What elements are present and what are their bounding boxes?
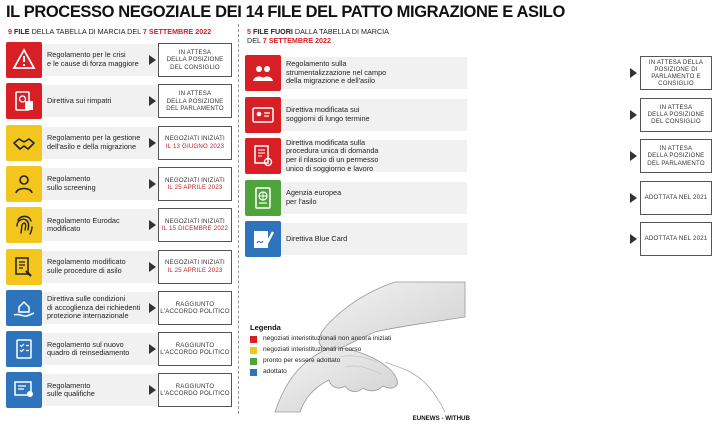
file-label-line: strumentalizzazione nel campo xyxy=(286,67,387,77)
arrow-right-icon xyxy=(149,303,156,313)
status-date: IL 25 APRILE 2023 xyxy=(167,183,223,191)
status-box xyxy=(158,43,232,77)
file-row xyxy=(6,249,232,285)
status-line: DEL PARLAMENTO xyxy=(647,159,705,167)
status-line: RAGGIUNTO xyxy=(175,300,215,308)
file-label xyxy=(47,85,111,117)
status-line: DELLA POSIZIONE xyxy=(647,110,705,118)
file-label xyxy=(286,223,347,255)
legend-swatch xyxy=(250,347,257,354)
arrow-right-icon xyxy=(149,262,156,272)
arrow-right-icon xyxy=(149,55,156,65)
file-label-line: Agenzia europea xyxy=(286,187,342,197)
file-label-line: Regolamento per le crisi xyxy=(47,50,126,60)
file-label-line: modificato xyxy=(47,224,81,234)
screening-icon xyxy=(6,166,42,202)
status-line: DELLA POSIZIONE xyxy=(166,56,224,64)
file-label-line: sulle procedure di asilo xyxy=(47,265,122,275)
file-label xyxy=(47,292,140,324)
file-label-line: protezione internazionale xyxy=(47,311,129,321)
file-label xyxy=(286,182,341,214)
file-label-line: di accoglienza dei richiedenti xyxy=(47,302,141,312)
legend-label: adottato xyxy=(263,368,287,375)
page-title: IL PROCESSO NEGOZIALE DEI 14 FILE DEL PATTO MIGRAZIONE E ASILO xyxy=(6,3,565,21)
arrow-right-icon xyxy=(630,151,637,161)
legend-items xyxy=(250,335,400,376)
status-line: NEGOZIATI INIZIATI xyxy=(165,176,225,184)
file-row xyxy=(6,166,232,202)
handshake-icon xyxy=(6,125,42,161)
status-date: IL 25 APRILE 2023 xyxy=(167,266,223,274)
file-label-line: Direttiva Blue Card xyxy=(286,233,348,243)
status-line: PARLAMENTO E CONSIGLIO xyxy=(651,73,701,88)
file-row xyxy=(245,97,705,133)
legend-swatch xyxy=(250,369,257,376)
file-label-line: per il rilascio di un permesso xyxy=(286,155,379,164)
right-header-bold: FILE FUORI xyxy=(253,27,293,36)
file-label xyxy=(286,99,370,131)
file-label-line: per l'asilo xyxy=(286,196,317,206)
file-label-line: Regolamento Eurodac xyxy=(47,215,120,225)
legend-item xyxy=(250,368,400,376)
file-label xyxy=(47,127,140,159)
file-label-line: Direttiva sulle condizioni xyxy=(47,293,126,303)
status-box xyxy=(640,139,712,173)
file-row xyxy=(6,125,232,161)
file-label-line: soggiorni di lungo termine xyxy=(286,113,370,123)
legend-label: negoziati interistituzionali in corso xyxy=(263,346,362,353)
status-line: IN ATTESA xyxy=(659,145,693,153)
status-box xyxy=(158,208,232,242)
status-box xyxy=(158,332,232,366)
arrow-right-icon xyxy=(149,220,156,230)
status-box xyxy=(158,126,232,160)
credit: EUNEWS - WITHUB xyxy=(412,415,470,422)
left-header-bold: FILE xyxy=(14,27,30,36)
file-label-line: Regolamento sulla xyxy=(286,59,347,69)
status-line: DEL PARLAMENTO xyxy=(166,104,224,112)
file-label-line: Regolamento per la gestione xyxy=(47,133,141,142)
file-label-line: Regolamento xyxy=(47,174,91,184)
file-label-line: sullo screening xyxy=(47,182,96,192)
file-label xyxy=(47,374,95,406)
file-label xyxy=(286,57,386,89)
file-label-line: unico di soggiorno e lavoro xyxy=(286,163,374,173)
passport-globe-icon xyxy=(245,180,281,216)
status-line: DEL CONSIGLIO xyxy=(651,118,701,126)
file-row xyxy=(6,207,232,243)
status-line: ADOTTATA NEL 2021 xyxy=(644,235,708,243)
status-line: L'ACCORDO POLITICO xyxy=(160,390,230,398)
file-label xyxy=(47,333,129,365)
legend-label: pronto per essere adottato xyxy=(263,357,341,364)
legend-item xyxy=(250,346,400,354)
legend-title: Legenda xyxy=(250,323,281,332)
status-line: RAGGIUNTO xyxy=(175,341,215,349)
status-date: IL 15 DICEMBRE 2022 xyxy=(161,225,229,233)
file-row xyxy=(6,372,232,408)
status-line: NEGOZIATI INIZIATI xyxy=(165,135,225,143)
file-row xyxy=(6,42,232,78)
people-icon xyxy=(245,55,281,91)
legend-swatch xyxy=(250,358,257,365)
right-column-header xyxy=(247,27,389,45)
legend-item xyxy=(250,335,400,343)
file-label-line: sulle qualifiche xyxy=(47,389,95,399)
status-line: DELLA POSIZIONE xyxy=(166,97,224,105)
left-column-header xyxy=(8,27,211,36)
file-label-line: e le cause di forza maggiore xyxy=(47,59,139,68)
file-row xyxy=(245,137,705,174)
left-header-text: DELLA TABELLA DI MARCIA DEL xyxy=(29,27,143,36)
left-header-date: 7 SETTEMBRE 2022 xyxy=(142,27,212,36)
hand-house-icon xyxy=(6,290,42,326)
status-line: L'ACCORDO POLITICO xyxy=(160,349,230,357)
arrow-right-icon xyxy=(630,68,637,78)
file-row xyxy=(6,290,232,326)
right-header-line2: DEL xyxy=(247,36,263,45)
file-label-line: Direttiva sui rimpatri xyxy=(47,96,112,105)
status-line: DELLA POSIZIONE xyxy=(647,152,705,160)
arrow-right-icon xyxy=(149,344,156,354)
file-label-line: Regolamento sul nuovo xyxy=(47,339,124,349)
signature-icon xyxy=(245,221,281,257)
file-label xyxy=(47,251,126,283)
status-line: IN ATTESA DELLA POSIZIONE DI xyxy=(648,58,704,73)
status-box xyxy=(640,222,712,256)
status-line: IN ATTESA xyxy=(659,103,693,111)
arrow-right-icon xyxy=(630,193,637,203)
legend-label: negoziati interistituzionali non ancora iniziati xyxy=(263,335,392,342)
legend-swatch xyxy=(250,336,257,343)
passport-icon xyxy=(6,83,42,119)
crisis-icon xyxy=(6,42,42,78)
file-row xyxy=(245,55,704,91)
arrow-right-icon xyxy=(149,96,156,106)
arrow-right-icon xyxy=(149,138,156,148)
arrow-right-icon xyxy=(149,385,156,395)
file-label xyxy=(286,137,379,173)
status-line: ADOTTATA NEL 2021 xyxy=(644,193,708,201)
file-row xyxy=(6,83,232,119)
right-header-count: 5 xyxy=(247,27,251,36)
certificate-icon xyxy=(6,372,42,408)
status-line: DEL CONSIGLIO xyxy=(170,63,220,71)
right-header-date: 7 SETTEMBRE 2022 xyxy=(262,36,332,45)
status-box xyxy=(640,98,712,132)
column-divider xyxy=(238,24,239,414)
fingerprint-icon xyxy=(6,207,42,243)
status-box xyxy=(158,291,232,325)
arrow-right-icon xyxy=(149,179,156,189)
arrow-right-icon xyxy=(630,110,637,120)
file-label xyxy=(47,168,96,200)
file-row xyxy=(6,331,232,367)
status-box xyxy=(640,56,712,90)
status-box xyxy=(158,167,232,201)
left-header-count: 9 xyxy=(8,27,12,36)
file-label-line: quadro di reinsediamento xyxy=(47,348,130,358)
file-label-line: Direttiva modificata sulla xyxy=(286,137,366,147)
legend-item xyxy=(250,357,400,365)
checklist-icon xyxy=(6,331,42,367)
status-line: NEGOZIATI INIZIATI xyxy=(165,259,225,267)
file-label-line: dell'asilo e della migrazione xyxy=(47,141,137,151)
status-line: NEGOZIATI INIZIATI xyxy=(165,217,225,225)
file-label-line: procedura unica di domanda xyxy=(286,146,379,156)
status-line: IN ATTESA xyxy=(178,49,212,57)
procedure-icon xyxy=(6,249,42,285)
file-label-line: Regolamento modificato xyxy=(47,256,126,266)
status-line: L'ACCORDO POLITICO xyxy=(160,307,230,315)
status-box xyxy=(158,373,232,407)
file-label xyxy=(47,209,120,241)
file-label-line: Direttiva modificata sui xyxy=(286,104,360,114)
status-line: RAGGIUNTO xyxy=(175,383,215,391)
status-line: IN ATTESA xyxy=(178,90,212,98)
file-row xyxy=(245,221,708,257)
status-box xyxy=(158,84,232,118)
arrow-right-icon xyxy=(630,234,637,244)
status-box xyxy=(640,181,712,215)
file-label-line: Regolamento xyxy=(47,380,91,390)
id-card-icon xyxy=(245,97,281,133)
file-label xyxy=(47,44,139,76)
document-stamp-icon xyxy=(245,138,281,174)
legend xyxy=(250,323,400,379)
file-row xyxy=(245,180,708,216)
right-header-text: DALLA TABELLA DI MARCIA xyxy=(292,27,389,36)
status-box xyxy=(158,250,232,284)
file-label-line: della migrazione e dell'asilo xyxy=(286,76,376,86)
status-date: IL 13 GIUGNO 2023 xyxy=(165,142,225,150)
